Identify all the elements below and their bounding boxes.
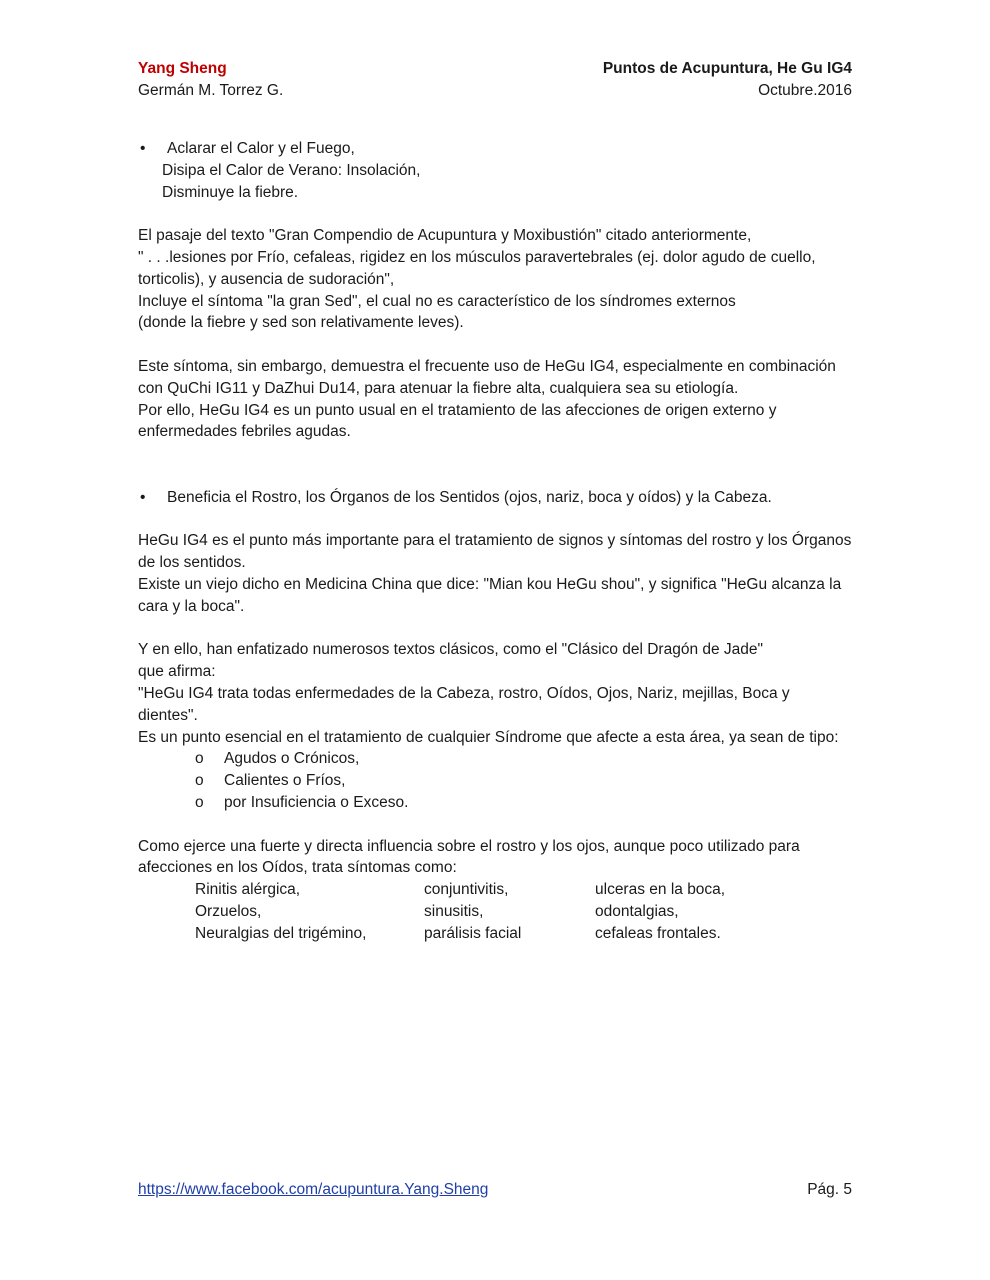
table-row xyxy=(195,923,795,945)
para4-line-3: "HeGu IG4 trata todas enfermedades de la Cabeza, rostro, Oídos, Ojos, Nariz, mejillas, Boca y dientes". xyxy=(138,684,790,724)
page-header-top xyxy=(138,58,852,80)
bullet-icon: • xyxy=(140,488,146,506)
table-cell: Orzuelos, xyxy=(195,902,262,920)
header-document-title: Puntos de Acupuntura, He Gu IG4 xyxy=(602,60,852,77)
bullet-line-1: Aclarar el Calor y el Fuego, xyxy=(167,140,355,157)
para2-line-1: Este síntoma, sin embargo, demuestra el frecuente uso de HeGu IG4, especialmente en combinación con QuChi IG11 y DaZhui Du14, para atenuar la fiebre alta, cualquiera sea su etiología. xyxy=(138,357,836,397)
list-item xyxy=(138,792,852,814)
page-footer xyxy=(138,1179,852,1201)
symptoms-table xyxy=(195,879,795,944)
facebook-link[interactable]: https://www.facebook.com/acupuntura.Yang.Sheng xyxy=(138,1181,489,1198)
para1-line-4: (donde la fiebre y sed son relativamente leves). xyxy=(138,314,464,332)
list-item-text: por Insuficiencia o Exceso. xyxy=(224,793,409,811)
bullet-item-calor xyxy=(138,138,852,160)
header-date: Octubre.2016 xyxy=(758,82,852,99)
bullet-line-2: Disipa el Calor de Verano: Insolación, xyxy=(162,161,421,179)
para1-line-2: " . . .lesiones por Frío, cefaleas, rigidez en los músculos paravertebrales (ej. dolor agudo de cuello, torticolis), y ausencia de sudoración", xyxy=(138,248,816,288)
page-number: Pág. 5 xyxy=(807,1181,852,1198)
table-cell: Neuralgias del trigémino, xyxy=(195,924,367,942)
circle-bullet-icon: o xyxy=(195,793,204,811)
bullet-icon: • xyxy=(140,140,146,157)
para4-line-2: que afirma: xyxy=(138,663,216,681)
bullet-line-3: Disminuye la fiebre. xyxy=(162,183,299,201)
para3-line-1: HeGu IG4 es el punto más importante para el tratamiento de signos y síntomas del rostro y los Órganos de los sentidos. xyxy=(138,532,852,572)
page-header-bottom xyxy=(138,80,852,102)
table-cell: ulceras en la boca, xyxy=(595,881,726,899)
list-item xyxy=(138,748,852,770)
table-row xyxy=(195,879,795,901)
table-cell: Rinitis alérgica, xyxy=(195,881,301,899)
bullet-text: Beneficia el Rostro, los Órganos de los Sentidos (ojos, nariz, boca y oídos) y la Cabeza. xyxy=(167,488,772,506)
bullet-item-rostro xyxy=(138,487,852,509)
page-content xyxy=(138,138,852,944)
para1-line-3: Incluye el síntoma "la gran Sed", el cual no es característico de los síndromes externos xyxy=(138,292,736,310)
para2-line-2: Por ello, HeGu IG4 es un punto usual en el tratamiento de las afecciones de origen externo y enfermedades febriles agudas. xyxy=(138,401,777,441)
table-cell: parálisis facial xyxy=(424,924,522,942)
para1-line-1: El pasaje del texto "Gran Compendio de Acupuntura y Moxibustión" citado anteriormente, xyxy=(138,227,752,245)
list-item-text: Agudos o Crónicos, xyxy=(224,750,360,768)
list-item xyxy=(138,770,852,792)
table-cell: cefaleas frontales. xyxy=(595,924,721,942)
table-row xyxy=(195,901,795,923)
syndrome-type-list xyxy=(138,748,852,813)
header-site-title: Yang Sheng xyxy=(138,60,227,77)
para4-line-4: Es un punto esencial en el tratamiento de cualquier Síndrome que afecte a esta área, ya sean de tipo: xyxy=(138,728,839,746)
table-cell: sinusitis, xyxy=(424,902,484,920)
header-author: Germán M. Torrez G. xyxy=(138,82,284,99)
circle-bullet-icon: o xyxy=(195,772,204,790)
circle-bullet-icon: o xyxy=(195,750,204,768)
para3-line-2: Existe un viejo dicho en Medicina China que dice: "Mian kou HeGu shou", y significa "HeGu alcanza la cara y la boca". xyxy=(138,575,842,615)
list-item-text: Calientes o Fríos, xyxy=(224,772,346,790)
para4-line-1: Y en ello, han enfatizado numerosos textos clásicos, como el "Clásico del Dragón de Jade" xyxy=(138,641,764,659)
table-cell: conjuntivitis, xyxy=(424,881,509,899)
table-cell: odontalgias, xyxy=(595,902,679,920)
para5: Como ejerce una fuerte y directa influencia sobre el rostro y los ojos, aunque poco utilizado para afecciones en los Oídos, trata síntomas como: xyxy=(138,837,800,877)
